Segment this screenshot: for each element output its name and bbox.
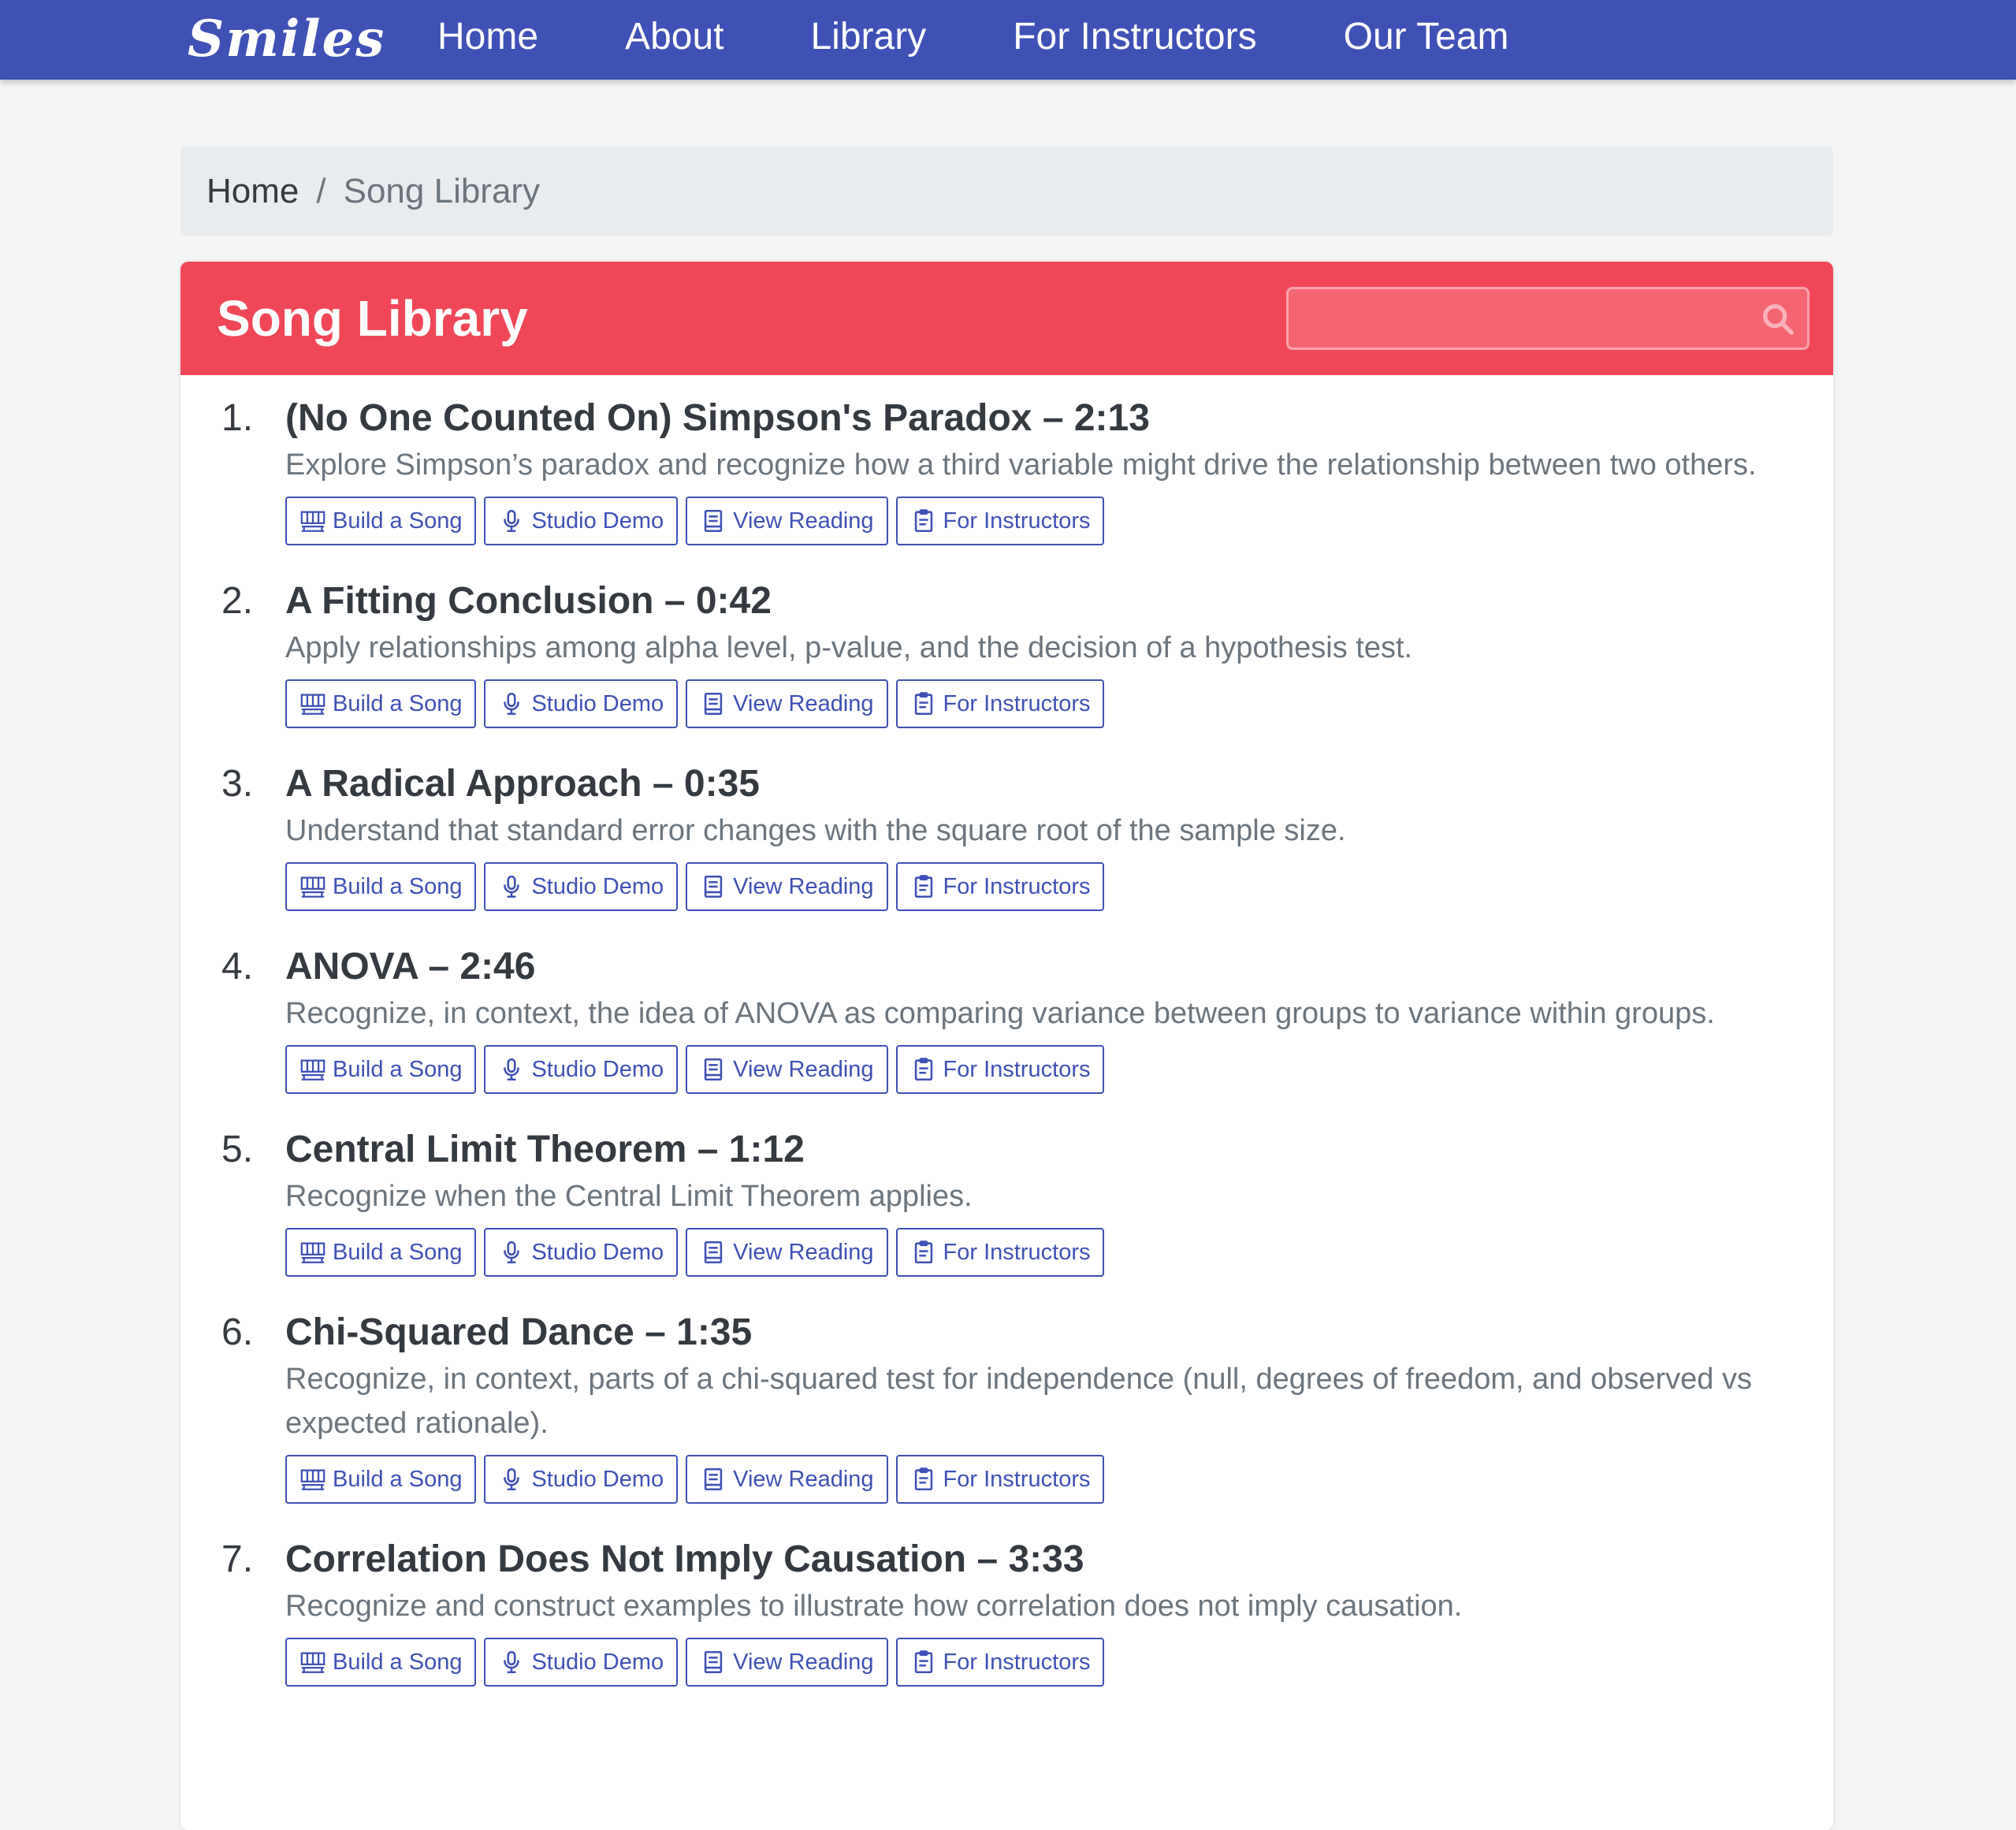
button-label: For Instructors — [943, 1649, 1091, 1675]
card-header — [180, 262, 1833, 375]
build-a-song-button[interactable] — [285, 1045, 476, 1094]
song-item — [180, 577, 1833, 728]
page-title: Song Library — [217, 290, 528, 347]
studio-demo-button[interactable] — [484, 1638, 678, 1687]
song-number: 3. — [221, 763, 254, 805]
book-icon — [700, 1239, 727, 1266]
studio-demo-button[interactable] — [484, 679, 678, 728]
button-label: Build a Song — [333, 1239, 463, 1265]
button-label: Studio Demo — [531, 1466, 664, 1492]
book-icon — [700, 1056, 727, 1083]
song-number: 6. — [221, 1311, 254, 1353]
search-box — [1286, 287, 1810, 350]
song-number: 4. — [221, 946, 254, 988]
nav-link-library[interactable]: Library — [810, 15, 927, 58]
breadcrumb-current: Song Library — [343, 171, 541, 210]
clipboard-icon — [910, 508, 937, 534]
song-actions — [285, 1045, 1833, 1094]
book-icon — [700, 1466, 727, 1493]
for-instructors-button[interactable] — [896, 1455, 1105, 1504]
studio-demo-button[interactable] — [484, 1228, 678, 1277]
studio-demo-button[interactable] — [484, 1455, 678, 1504]
studio-demo-button[interactable] — [484, 1045, 678, 1094]
piano-keys-icon — [299, 1056, 326, 1083]
song-number: 1. — [221, 397, 254, 439]
button-label: View Reading — [733, 1056, 874, 1082]
nav-link-home[interactable]: Home — [437, 15, 539, 58]
song-number: 7. — [221, 1538, 254, 1580]
button-label: For Instructors — [943, 1239, 1091, 1265]
song-description: Explore Simpson’s paradox and recognize how a third variable might drive the relationship between two others. — [285, 448, 1757, 482]
button-label: Studio Demo — [531, 1239, 664, 1265]
breadcrumb — [180, 147, 1833, 236]
breadcrumb-home-link[interactable]: Home — [206, 171, 299, 210]
song-actions — [285, 862, 1833, 911]
song-title: A Fitting Conclusion – 0:42 — [285, 580, 772, 622]
button-label: Build a Song — [333, 508, 463, 534]
button-label: Studio Demo — [531, 1649, 664, 1675]
clipboard-icon — [910, 1239, 937, 1266]
song-number: 2. — [221, 580, 254, 622]
for-instructors-button[interactable] — [896, 1228, 1105, 1277]
song-item — [180, 1535, 1833, 1687]
song-description: Apply relationships among alpha level, p-value, and the decision of a hypothesis test. — [285, 631, 1413, 664]
microphone-icon — [498, 508, 525, 534]
song-item — [180, 760, 1833, 911]
nav-links — [437, 0, 1595, 73]
song-description: Recognize, in context, the idea of ANOVA as comparing variance between groups to variance within groups. — [285, 997, 1715, 1030]
book-icon — [700, 690, 727, 717]
button-label: Build a Song — [333, 873, 463, 899]
build-a-song-button[interactable] — [285, 1228, 476, 1277]
song-title: Chi-Squared Dance – 1:35 — [285, 1311, 753, 1353]
button-label: For Instructors — [943, 690, 1091, 716]
song-item — [180, 943, 1833, 1094]
piano-keys-icon — [299, 1649, 326, 1676]
song-description: Recognize when the Central Limit Theorem applies. — [285, 1180, 973, 1213]
search-icon[interactable] — [1760, 301, 1796, 337]
button-label: For Instructors — [943, 508, 1091, 534]
button-label: Studio Demo — [531, 508, 664, 534]
view-reading-button[interactable] — [686, 497, 887, 545]
button-label: For Instructors — [943, 873, 1091, 899]
button-label: For Instructors — [943, 1056, 1091, 1082]
button-label: View Reading — [733, 873, 874, 899]
search-input[interactable] — [1289, 289, 1754, 348]
song-library-card — [180, 262, 1833, 1830]
song-item — [180, 394, 1833, 545]
button-label: Studio Demo — [531, 873, 664, 899]
clipboard-icon — [910, 1056, 937, 1083]
song-actions — [285, 497, 1833, 545]
nav-link-about[interactable]: About — [625, 15, 724, 58]
book-icon — [700, 508, 727, 534]
song-item — [180, 1308, 1833, 1504]
nav-link-for-instructors[interactable]: For Instructors — [1013, 15, 1257, 58]
clipboard-icon — [910, 690, 937, 717]
book-icon — [700, 1649, 727, 1676]
button-label: Build a Song — [333, 1466, 463, 1492]
button-label: Build a Song — [333, 690, 463, 716]
for-instructors-button[interactable] — [896, 1045, 1105, 1094]
clipboard-icon — [910, 873, 937, 900]
breadcrumb-separator: / — [316, 171, 326, 210]
for-instructors-button[interactable] — [896, 862, 1105, 911]
studio-demo-button[interactable] — [484, 862, 678, 911]
button-label: View Reading — [733, 508, 874, 534]
button-label: View Reading — [733, 1649, 874, 1675]
button-label: Build a Song — [333, 1649, 463, 1675]
build-a-song-button[interactable] — [285, 1455, 476, 1504]
button-label: Build a Song — [333, 1056, 463, 1082]
book-icon — [700, 873, 727, 900]
song-title: A Radical Approach – 0:35 — [285, 763, 760, 805]
song-title: ANOVA – 2:46 — [285, 946, 536, 988]
for-instructors-button[interactable] — [896, 679, 1105, 728]
song-actions — [285, 1455, 1833, 1504]
button-label: For Instructors — [943, 1466, 1091, 1492]
piano-keys-icon — [299, 1466, 326, 1493]
song-actions — [285, 1638, 1833, 1687]
nav-link-our-team[interactable]: Our Team — [1343, 15, 1509, 58]
top-navbar — [0, 0, 2016, 80]
song-title: Central Limit Theorem – 1:12 — [285, 1129, 805, 1170]
view-reading-button[interactable] — [686, 862, 887, 911]
view-reading-button[interactable] — [686, 1638, 887, 1687]
song-actions — [285, 1228, 1833, 1277]
build-a-song-button[interactable] — [285, 679, 476, 728]
view-reading-button[interactable] — [686, 679, 887, 728]
build-a-song-button[interactable] — [285, 497, 476, 545]
clipboard-icon — [910, 1649, 937, 1676]
view-reading-button[interactable] — [686, 1045, 887, 1094]
button-label: View Reading — [733, 1239, 874, 1265]
view-reading-button[interactable] — [686, 1455, 887, 1504]
piano-keys-icon — [299, 873, 326, 900]
microphone-icon — [498, 1649, 525, 1676]
song-number: 5. — [221, 1129, 254, 1170]
button-label: Studio Demo — [531, 1056, 664, 1082]
song-item — [180, 1125, 1833, 1277]
piano-keys-icon — [299, 690, 326, 717]
button-label: Studio Demo — [531, 690, 664, 716]
song-description: Understand that standard error changes with the square root of the sample size. — [285, 814, 1346, 847]
piano-keys-icon — [299, 508, 326, 534]
brand-logo[interactable]: Smiles — [188, 9, 386, 69]
microphone-icon — [498, 1056, 525, 1083]
build-a-song-button[interactable] — [285, 1638, 476, 1687]
view-reading-button[interactable] — [686, 1228, 887, 1277]
song-description: Recognize and construct examples to illustrate how correlation does not imply causation. — [285, 1590, 1463, 1623]
for-instructors-button[interactable] — [896, 497, 1105, 545]
for-instructors-button[interactable] — [896, 1638, 1105, 1687]
button-label: View Reading — [733, 1466, 874, 1492]
microphone-icon — [498, 873, 525, 900]
song-description: Recognize, in context, parts of a chi-squared test for independence (null, degrees of freedom, and observed vs expected rationale). — [285, 1363, 1752, 1440]
song-list — [180, 394, 1833, 1718]
microphone-icon — [498, 690, 525, 717]
piano-keys-icon — [299, 1239, 326, 1266]
studio-demo-button[interactable] — [484, 497, 678, 545]
clipboard-icon — [910, 1466, 937, 1493]
build-a-song-button[interactable] — [285, 862, 476, 911]
song-title: Correlation Does Not Imply Causation – 3:33 — [285, 1538, 1084, 1580]
microphone-icon — [498, 1239, 525, 1266]
song-title: (No One Counted On) Simpson's Paradox – 2:13 — [285, 397, 1150, 439]
button-label: View Reading — [733, 690, 874, 716]
song-actions — [285, 679, 1833, 728]
microphone-icon — [498, 1466, 525, 1493]
